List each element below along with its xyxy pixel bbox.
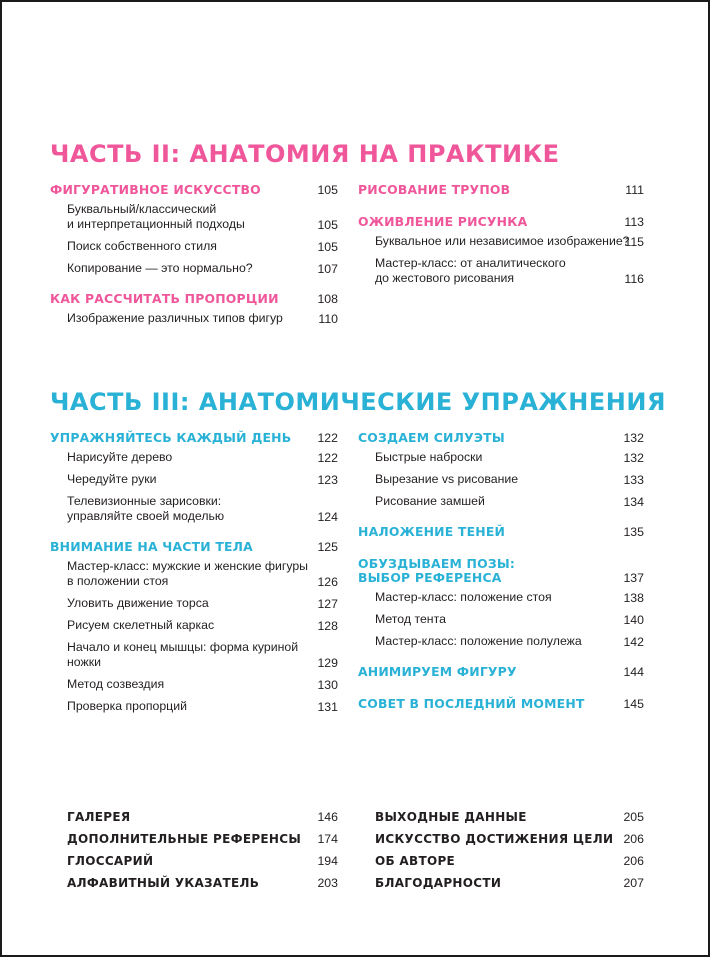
- toc-line: Проверка пропорций: [67, 699, 187, 713]
- toc-subsection-title: [50, 596, 338, 611]
- toc-line: ВЫБОР РЕФЕРЕНСА: [358, 570, 502, 585]
- toc-page-number: 128: [317, 619, 338, 633]
- toc-section-entry: [50, 292, 338, 306]
- toc-misc-entry: [50, 876, 338, 890]
- toc-page-number: 115: [624, 235, 644, 249]
- toc-misc-entry: [50, 854, 338, 868]
- toc-subsection-title: [50, 640, 338, 670]
- toc-line: ВНИМАНИЕ НА ЧАСТИ ТЕЛА: [50, 539, 253, 554]
- toc-line: Вырезание vs рисование: [375, 472, 519, 486]
- toc-misc-title: БЛАГОДАРНОСТИ: [375, 876, 502, 890]
- toc-page-number: 122: [317, 431, 338, 445]
- toc-section-entry: [50, 540, 338, 554]
- toc-subsection-entry: [50, 311, 338, 326]
- toc-line: Чередуйте руки: [67, 472, 157, 486]
- toc-subsection-title: [50, 239, 338, 254]
- toc-line: Метод созвездия: [67, 677, 165, 691]
- toc-subsection-title: [50, 618, 338, 633]
- toc-page-number: 107: [317, 262, 338, 276]
- toc-line: ФИГУРАТИВНОЕ ИСКУССТВО: [50, 182, 261, 197]
- part-3-title: ЧАСТЬ III: АНАТОМИЧЕСКИЕ УПРАЖНЕНИЯ: [50, 388, 666, 416]
- toc-subsection-title: [50, 494, 338, 524]
- toc-page-number: 125: [317, 540, 338, 554]
- toc-subsection-entry: [358, 234, 644, 249]
- toc-page-number: 203: [317, 876, 338, 890]
- toc-page-number: 144: [623, 665, 644, 679]
- toc-section-title: [358, 431, 644, 445]
- toc-page-number: 137: [623, 571, 644, 585]
- toc-line: до жестового рисования: [375, 271, 515, 285]
- toc-page-number: 127: [317, 597, 338, 611]
- toc-page-number: 124: [317, 510, 338, 524]
- part-2-right-column: [358, 183, 644, 286]
- toc-section-title: [50, 183, 338, 197]
- part-3-left-column: [50, 431, 338, 714]
- toc-subsection-title: [50, 559, 338, 589]
- toc-line: Мастер-класс: положение полулежа: [375, 634, 582, 648]
- toc-page-number: 122: [317, 451, 338, 465]
- toc-subsection-title: [358, 472, 644, 487]
- toc-subsection-entry: [50, 640, 338, 670]
- toc-section-entry: [358, 183, 644, 197]
- toc-subsection-entry: [50, 202, 338, 232]
- toc-section-title: [50, 292, 338, 306]
- toc-misc-title: АЛФАВИТНЫЙ УКАЗАТЕЛЬ: [67, 876, 260, 890]
- toc-subsection-entry: [50, 239, 338, 254]
- toc-line: Рисование замшей: [375, 494, 485, 508]
- toc-subsection-entry: [358, 494, 644, 509]
- toc-line: Изображение различных типов фигур: [67, 311, 283, 325]
- toc-page-number: 205: [623, 810, 644, 824]
- toc-section-entry: [358, 697, 644, 711]
- toc-page-number: 108: [317, 292, 338, 306]
- toc-subsection-title: [358, 494, 644, 509]
- toc-page-number: 174: [317, 832, 338, 846]
- toc-page-number: 138: [623, 591, 644, 605]
- toc-page-number: 135: [623, 525, 644, 539]
- toc-line: управляйте своей моделью: [67, 509, 225, 523]
- toc-subsection-title: [50, 261, 338, 276]
- toc-page-number: 126: [317, 575, 338, 589]
- toc-page-number: 130: [317, 678, 338, 692]
- toc-subsection-title: [358, 450, 644, 465]
- toc-subsection-entry: [50, 472, 338, 487]
- toc-line: КАК РАССЧИТАТЬ ПРОПОРЦИИ: [50, 291, 279, 306]
- toc-section-entry: [358, 431, 644, 445]
- toc-misc-title: ОБ АВТОРЕ: [375, 854, 456, 868]
- toc-page-number: 132: [623, 431, 644, 445]
- toc-section-entry: [50, 431, 338, 445]
- toc-line: Метод тента: [375, 612, 446, 626]
- toc-line: УПРАЖНЯЙТЕСЬ КАЖДЫЙ ДЕНЬ: [50, 430, 292, 445]
- toc-misc-title: ГЛОССАРИЙ: [67, 854, 154, 868]
- toc-subsection-title: [358, 590, 644, 605]
- toc-subsection-title: [358, 634, 644, 649]
- toc-page-number: 110: [318, 312, 338, 326]
- toc-line: СОВЕТ В ПОСЛЕДНИЙ МОМЕНТ: [358, 696, 585, 711]
- toc-page-number: 133: [623, 473, 644, 487]
- toc-misc-title: ДОПОЛНИТЕЛЬНЫЕ РЕФЕРЕНСЫ: [67, 832, 302, 846]
- toc-page-number: 132: [623, 451, 644, 465]
- toc-subsection-title: [50, 699, 338, 714]
- toc-line: Нарисуйте дерево: [67, 450, 173, 464]
- toc-misc-entry: [50, 832, 338, 846]
- toc-line: Буквальный/классический: [67, 202, 217, 216]
- toc-section-title: [358, 215, 644, 229]
- toc-subsection-title: [50, 450, 338, 465]
- toc-subsection-title: [50, 202, 338, 232]
- toc-section-title: [358, 665, 644, 679]
- toc-line: СОЗДАЕМ СИЛУЭТЫ: [358, 430, 505, 445]
- toc-section-entry: [358, 665, 644, 679]
- toc-subsection-entry: [358, 590, 644, 605]
- toc-subsection-title: [50, 472, 338, 487]
- toc-subsection-entry: [50, 618, 338, 633]
- toc-page-number: 206: [623, 832, 644, 846]
- part-2-title: ЧАСТЬ II: АНАТОМИЯ НА ПРАКТИКЕ: [50, 140, 560, 168]
- toc-misc-entry: [358, 810, 644, 824]
- toc-line: НАЛОЖЕНИЕ ТЕНЕЙ: [358, 524, 506, 539]
- toc-line: Быстрые наброски: [375, 450, 483, 464]
- toc-page-number: 105: [317, 183, 338, 197]
- toc-page-number: 105: [317, 218, 338, 232]
- toc-misc-entry: [358, 854, 644, 868]
- toc-page-number: 129: [317, 656, 338, 670]
- toc-misc-title: ГАЛЕРЕЯ: [67, 810, 131, 824]
- toc-line: в положении стоя: [67, 574, 169, 588]
- toc-line: Мастер-класс: мужские и женские фигуры: [67, 559, 309, 573]
- toc-misc-title: ВЫХОДНЫЕ ДАННЫЕ: [375, 810, 527, 824]
- toc-line: Мастер-класс: положение стоя: [375, 590, 552, 604]
- toc-misc-entry: [50, 810, 338, 824]
- part-2-left-column: [50, 183, 338, 326]
- toc-line: ножки: [67, 655, 101, 669]
- toc-page-number: 140: [623, 613, 644, 627]
- toc-subsection-entry: [50, 559, 338, 589]
- toc-section-title: [358, 697, 644, 711]
- toc-subsection-entry: [358, 612, 644, 627]
- toc-page-number: 145: [623, 697, 644, 711]
- toc-page-number: 207: [623, 876, 644, 890]
- toc-subsection-entry: [50, 450, 338, 465]
- toc-section-title: [50, 540, 338, 554]
- toc-subsection-title: [358, 234, 644, 249]
- misc-right-column: [358, 810, 644, 890]
- toc-line: ОЖИВЛЕНИЕ РИСУНКА: [358, 214, 528, 229]
- toc-line: АНИМИРУЕМ ФИГУРУ: [358, 664, 517, 679]
- toc-line: РИСОВАНИЕ ТРУПОВ: [358, 182, 511, 197]
- toc-line: Мастер-класс: от аналитического: [375, 256, 566, 270]
- toc-subsection-title: [50, 311, 338, 326]
- toc-page-number: 116: [624, 272, 644, 286]
- toc-subsection-title: [358, 612, 644, 627]
- toc-page-number: 206: [623, 854, 644, 868]
- toc-section-entry: [358, 557, 644, 585]
- toc-page-number: 123: [317, 473, 338, 487]
- toc-section-entry: [358, 215, 644, 229]
- toc-page-number: 134: [623, 495, 644, 509]
- toc-page-number: 194: [317, 854, 338, 868]
- toc-line: Поиск собственного стиля: [67, 239, 217, 253]
- toc-line: Буквальное или независимое изображение?: [375, 234, 630, 248]
- toc-misc-entry: [358, 876, 644, 890]
- toc-line: Начало и конец мышцы: форма куриной: [67, 640, 299, 654]
- toc-section-title: [358, 557, 644, 585]
- toc-page-number: 146: [317, 810, 338, 824]
- toc-line: Телевизионные зарисовки:: [67, 494, 222, 508]
- toc-page-number: 113: [624, 215, 644, 229]
- toc-subsection-entry: [50, 596, 338, 611]
- toc-section-entry: [50, 183, 338, 197]
- toc-subsection-entry: [358, 256, 644, 286]
- toc-page-number: 105: [317, 240, 338, 254]
- toc-line: Копирование — это нормально?: [67, 261, 253, 275]
- toc-misc-entry: [358, 832, 644, 846]
- toc-line: ОБУЗДЫВАЕМ ПОЗЫ:: [358, 556, 516, 571]
- toc-section-title: [358, 525, 644, 539]
- part-3-right-column: [358, 431, 644, 711]
- toc-subsection-entry: [50, 677, 338, 692]
- toc-subsection-entry: [50, 261, 338, 276]
- toc-section-title: [358, 183, 644, 197]
- misc-left-column: [50, 810, 338, 890]
- toc-line: и интерпретационный подходы: [67, 217, 245, 231]
- toc-line: Рисуем скелетный каркас: [67, 618, 215, 632]
- toc-page-number: 131: [317, 700, 338, 714]
- toc-line: Уловить движение торса: [67, 596, 209, 610]
- toc-page-number: 142: [623, 635, 644, 649]
- toc-subsection-entry: [50, 494, 338, 524]
- toc-subsection-entry: [358, 472, 644, 487]
- toc-subsection-title: [358, 256, 644, 286]
- toc-subsection-entry: [358, 450, 644, 465]
- toc-subsection-title: [50, 677, 338, 692]
- toc-section-title: [50, 431, 338, 445]
- toc-page-number: 111: [625, 183, 644, 197]
- toc-misc-title: ИСКУССТВО ДОСТИЖЕНИЯ ЦЕЛИ: [375, 832, 614, 846]
- toc-subsection-entry: [358, 634, 644, 649]
- toc-subsection-entry: [50, 699, 338, 714]
- toc-section-entry: [358, 525, 644, 539]
